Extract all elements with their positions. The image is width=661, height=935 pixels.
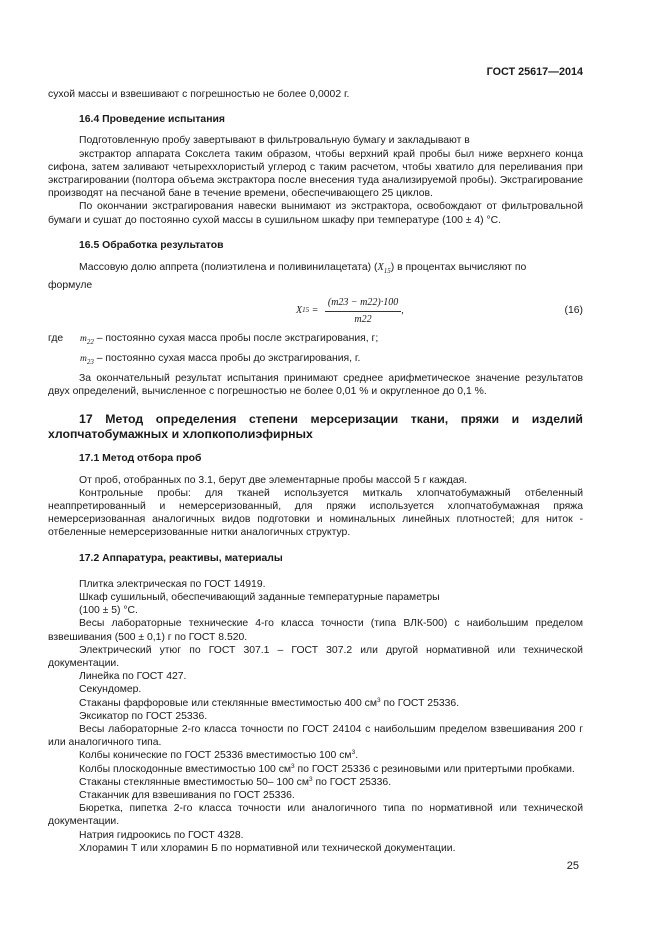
section-title-17: 17 Метод определения степени мерсеризации ткани, пряжи и изделий хлопчатобумажных и хлопкополиэфирных <box>48 412 583 442</box>
formula-denominator: m22 <box>354 313 372 325</box>
list-item: Шкаф сушильный, обеспечивающий заданные температурные параметры <box>79 591 440 603</box>
paragraph: По окончании экстрагирования навески вынимают из экстрактора, освобождают от фильтровальной бумаги и сушат до постоянно сухой массы в сушильном шкафу при температуре (100 ± 4) °С. <box>48 201 583 226</box>
paragraph: За окончательный результат испытания принимают среднее арифметическое значение результатов двух определений, вычисленное с погрешностью не более 0,01 % и округленное до 0,1 %. <box>48 372 583 398</box>
symbol-x15: $X_{15}$ <box>377 262 391 276</box>
list-item: Плитка электрическая по ГОСТ 14919. <box>79 578 266 590</box>
list-item: Весы лабораторные 2-го класса точности по ГОСТ 24104 с наибольшим пределом взвешивания 200 г или аналогичного типа. <box>48 723 583 749</box>
document-header: ГОСТ 25617—2014 <box>486 66 583 78</box>
list-item: Бюретка, пипетка 2-го класса точности или аналогичного типа по нормативной или технической документации. <box>48 803 583 828</box>
list-item: Стаканы фарфоровые или стеклянные вместимостью 400 $см^3$ по ГОСТ 25336. <box>79 696 460 709</box>
list-item: Хлорамин Т или хлорамин Б по нормативной или технической документации. <box>79 842 456 854</box>
equation-number: (16) <box>564 305 583 317</box>
formula-numerator: (m23 − m22)·100 <box>325 296 401 311</box>
formula-fraction <box>325 296 401 325</box>
list-item: Весы лабораторные технические 4-го класса точности (типа ВЛК-500) с наибольшим пределом взвешивания (500 ± 0,1) г по ГОСТ 8.520. <box>48 618 583 643</box>
paragraph: формуле <box>48 280 93 292</box>
list-item: Колбы конические по ГОСТ 25336 вместимостью 100 $см^3$. <box>79 749 359 762</box>
list-item: (100 ± 5) °С. <box>79 605 138 617</box>
formula-expression: X 15 = $\frac{(m23 - m22)\cdot 100}{m22}$ , <box>296 297 404 325</box>
list-item: Электрический утюг по ГОСТ 307.1 – ГОСТ 307.2 или другой нормативной или технической документации. <box>48 644 583 669</box>
list-item: Стаканчик для взвешивания по ГОСТ 25336. <box>79 789 295 801</box>
list-item: Эксикатор по ГОСТ 25336. <box>79 710 208 722</box>
paragraph: экстрактор аппарата Сокслета таким образом, чтобы верхний край пробы был ниже верхнего конца сифона, затем заливают четыреххлористый углерод с таким расчетом, чтобы хватило для переливания при экстрагировании (полтора объема экстрактора после внесения туда анализируемой пробы). Экстрагирование производят на песчаной бане в течение времени, обеспечивающего 25 циклов. <box>48 148 583 200</box>
section-title-16-5: 16.5 Обработка результатов <box>79 239 224 251</box>
page-number: 25 <box>566 860 579 872</box>
section-title-17-1: 17.1 Метод отбора проб <box>79 453 202 465</box>
list-item: Колбы плоскодонные вместимостью 100 $см^3$ по ГОСТ 25336 с резиновыми или притертыми пробками. <box>79 762 575 775</box>
formula-16 <box>48 296 583 325</box>
section-title-17-2: 17.2 Аппаратура, реактивы, материалы <box>79 552 283 564</box>
list-item: Линейка по ГОСТ 427. <box>79 671 187 683</box>
paragraph: От проб, отобранных по 3.1, берут две элементарные пробы массой 5 г каждая. <box>79 474 468 486</box>
page-body <box>48 60 583 855</box>
paragraph: Массовую долю аппрета (полиэтилена и поливинилацетата) $(X_{15})$ в процентах вычисляют по <box>79 262 527 276</box>
paragraph: Контрольные пробы: для тканей используется миткаль хлопчатобумажный отбеленный неаппретированный и немерсеризованный, для пряжи используется хлопчатобумажная пряжа немерсеризованная аналогичных видов подготовки и номинальных линейных плотностей; для ниток - отбеленные немерсеризованные нитки аналогичных структур. <box>48 487 583 539</box>
list-item: Натрия гидроокись по ГОСТ 4328. <box>79 829 244 841</box>
paragraph: Подготовленную пробу завертывают в фильтровальную бумагу и закладывают в <box>79 135 470 147</box>
list-item: Секундомер. <box>79 684 142 696</box>
paragraph: сухой массы и взвешивают с погрешностью не более 0,0002 г. <box>48 89 350 100</box>
variable-definition: $m_{23}$ – постоянно сухая масса пробы до экстрагирования, г. <box>80 352 361 366</box>
list-item: Стаканы стеклянные вместимостью 50– 100 $см^3$ по ГОСТ 25336. <box>79 775 392 788</box>
variable-definition: где $m_{22}$ – постоянно сухая масса пробы после экстрагирования, г; <box>48 332 379 346</box>
section-title-16-4: 16.4 Проведение испытания <box>79 114 225 126</box>
